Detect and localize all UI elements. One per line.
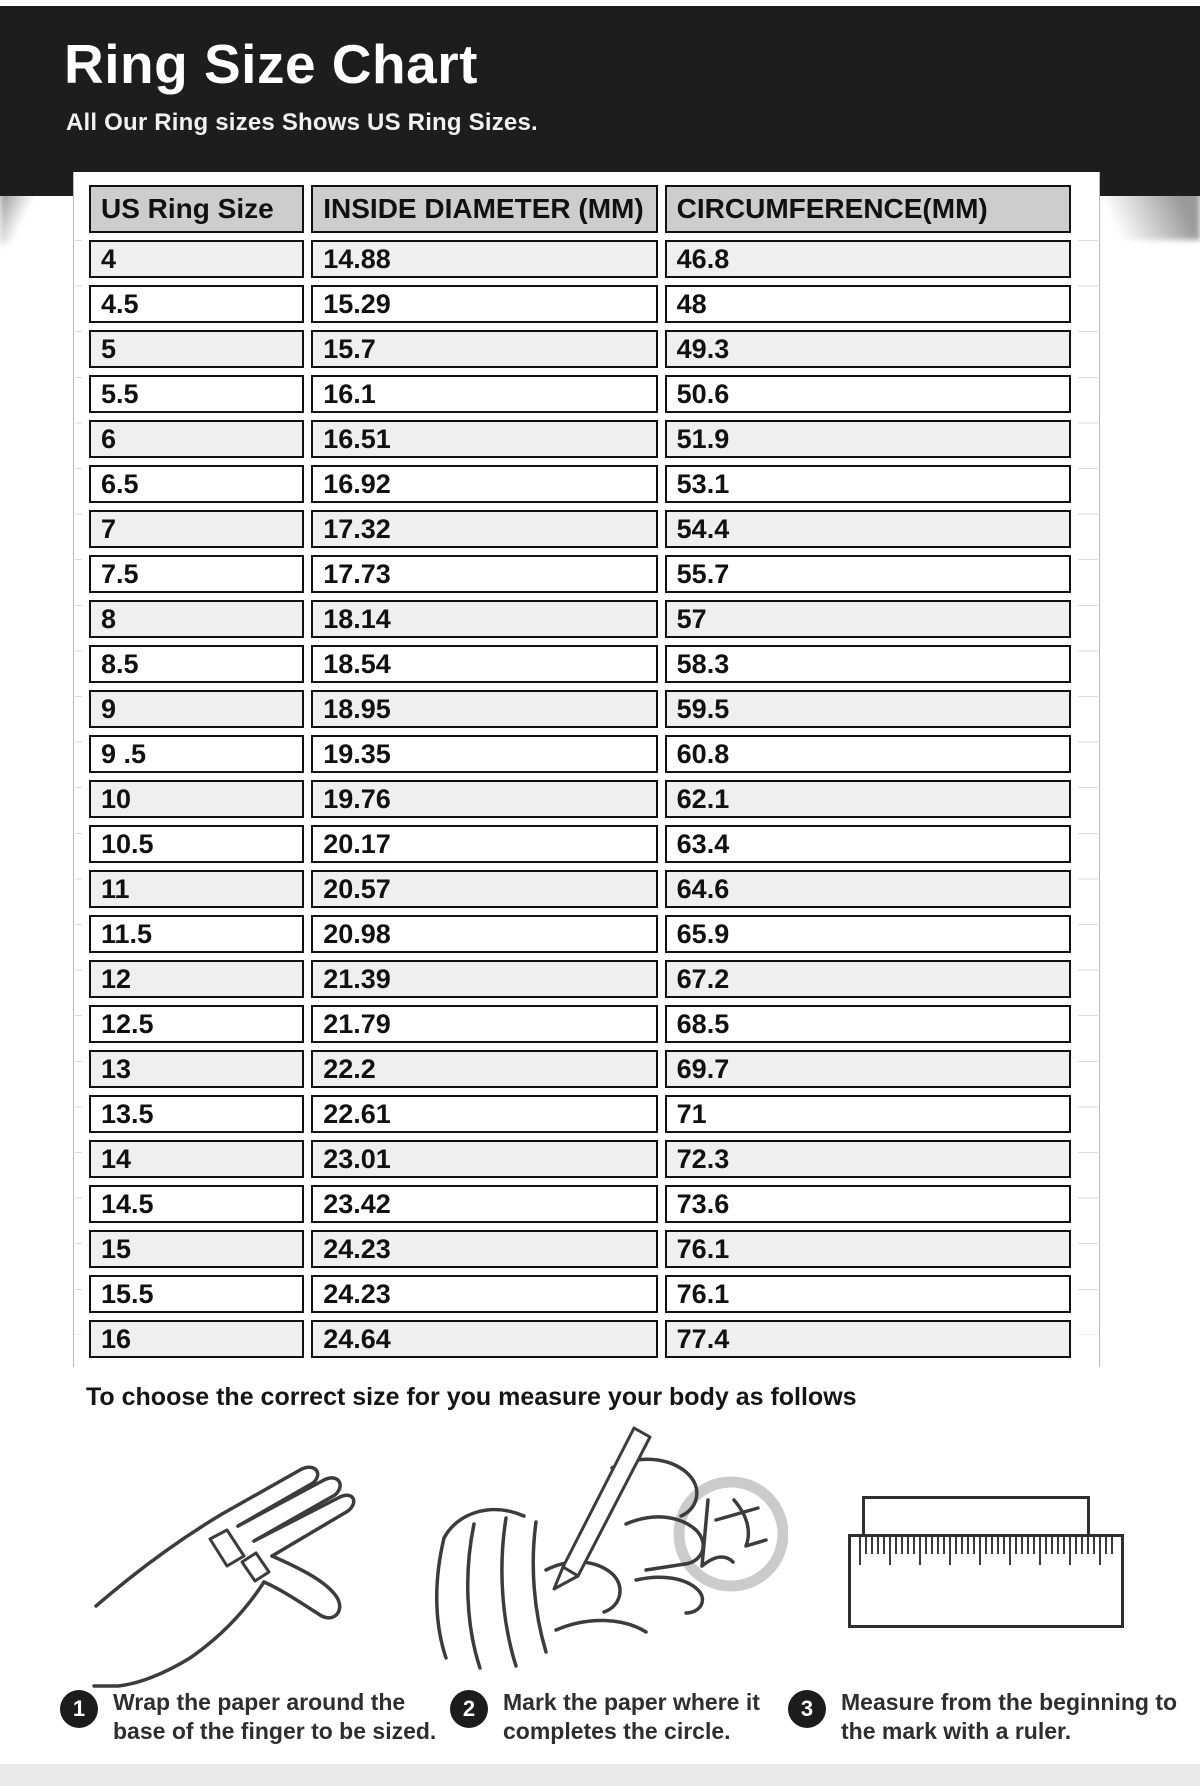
- table-cell: 23.42: [311, 1185, 657, 1223]
- table-cell: 16.51: [311, 420, 657, 458]
- table-cell: 50.6: [665, 375, 1071, 413]
- table-row: [89, 555, 1071, 593]
- table-cell: 16.92: [311, 465, 657, 503]
- ruler-major-ticks: [859, 1537, 1113, 1565]
- illustrations-row: [0, 1418, 1200, 1686]
- table-cell: 8.5: [89, 645, 304, 683]
- step-1: [60, 1688, 460, 1747]
- table-cell: 77.4: [665, 1320, 1071, 1358]
- table-row: [89, 285, 1071, 323]
- table-cell: 68.5: [665, 1005, 1071, 1043]
- table-row: [89, 600, 1071, 638]
- ring-size-table-body: [89, 240, 1071, 1358]
- table-cell: 51.9: [665, 420, 1071, 458]
- table-cell: 22.61: [311, 1095, 657, 1133]
- page: [0, 6, 1200, 1786]
- table-row: [89, 240, 1071, 278]
- table-cell: 5: [89, 330, 304, 368]
- table-cell: 8: [89, 600, 304, 638]
- column-header-circumference: CIRCUMFERENCE(MM): [665, 185, 1071, 233]
- table-cell: 19.76: [311, 780, 657, 818]
- table-cell: 9 .5: [89, 735, 304, 773]
- table-cell: 54.4: [665, 510, 1071, 548]
- table-cell: 76.1: [665, 1230, 1071, 1268]
- table-cell: 5.5: [89, 375, 304, 413]
- table-cell: 21.39: [311, 960, 657, 998]
- table-row: [89, 780, 1071, 818]
- step-2-badge: 2: [450, 1690, 488, 1728]
- table-cell: 6: [89, 420, 304, 458]
- table-row: [89, 1005, 1071, 1043]
- table-cell: 23.01: [311, 1140, 657, 1178]
- table-cell: 15.29: [311, 285, 657, 323]
- column-header-inside-diameter: INSIDE DIAMETER (MM): [311, 185, 657, 233]
- table-cell: 24.23: [311, 1275, 657, 1313]
- table-row: [89, 690, 1071, 728]
- magnifier-circle: [679, 1482, 783, 1586]
- table-cell: 64.6: [665, 870, 1071, 908]
- table-row: [89, 1230, 1071, 1268]
- steps-row: [0, 1688, 1200, 1768]
- table-cell: 18.54: [311, 645, 657, 683]
- table-row: [89, 1320, 1071, 1358]
- table-cell: 24.23: [311, 1230, 657, 1268]
- table-cell: 19.35: [311, 735, 657, 773]
- table-row: [89, 1050, 1071, 1088]
- table-cell: 53.1: [665, 465, 1071, 503]
- table-cell: 14.88: [311, 240, 657, 278]
- table-cell: 15: [89, 1230, 304, 1268]
- table-header: [89, 185, 1071, 233]
- table-row: [89, 420, 1071, 458]
- table-row: [89, 960, 1071, 998]
- table-cell: 11: [89, 870, 304, 908]
- table-row: [89, 825, 1071, 863]
- table-cell: 16.1: [311, 375, 657, 413]
- table-cell: 9: [89, 690, 304, 728]
- table-row: [89, 915, 1071, 953]
- table-cell: 69.7: [665, 1050, 1071, 1088]
- table-header-row: [89, 185, 1071, 233]
- table-row: [89, 1095, 1071, 1133]
- page-subtitle: All Our Ring sizes Shows US Ring Sizes.: [66, 109, 538, 136]
- column-header-us-ring-size: US Ring Size: [89, 185, 304, 233]
- table-cell: 76.1: [665, 1275, 1071, 1313]
- size-chart-sheet: [73, 172, 1100, 1367]
- step-2: [450, 1688, 780, 1747]
- table-cell: 55.7: [665, 555, 1071, 593]
- table-cell: 16: [89, 1320, 304, 1358]
- table-cell: 71: [665, 1095, 1071, 1133]
- hand-mark-pencil-illustration: [428, 1418, 788, 1683]
- table-cell: 49.3: [665, 330, 1071, 368]
- table-cell: 57: [665, 600, 1071, 638]
- table-cell: 20.17: [311, 825, 657, 863]
- table-cell: 18.95: [311, 690, 657, 728]
- step-3-badge: 3: [788, 1690, 826, 1728]
- table-cell: 22.2: [311, 1050, 657, 1088]
- table-cell: 17.73: [311, 555, 657, 593]
- table-row: [89, 330, 1071, 368]
- table-row: [89, 1275, 1071, 1313]
- step-3: [788, 1688, 1193, 1747]
- table-cell: 6.5: [89, 465, 304, 503]
- table-cell: 58.3: [665, 645, 1071, 683]
- ruler-body: [848, 1534, 1124, 1628]
- table-row: [89, 375, 1071, 413]
- table-cell: 10: [89, 780, 304, 818]
- table-cell: 48: [665, 285, 1071, 323]
- table-cell: 62.1: [665, 780, 1071, 818]
- table-cell: 59.5: [665, 690, 1071, 728]
- table-row: [89, 1185, 1071, 1223]
- hero-banner: [0, 6, 1200, 196]
- table-cell: 13: [89, 1050, 304, 1088]
- table-row: [89, 1140, 1071, 1178]
- paper-strip: [862, 1496, 1090, 1538]
- table-cell: 15.5: [89, 1275, 304, 1313]
- table-cell: 14.5: [89, 1185, 304, 1223]
- step-1-text: Wrap the paper around the base of the finger to be sized.: [113, 1689, 437, 1745]
- table-cell: 72.3: [665, 1140, 1071, 1178]
- table-cell: 15.7: [311, 330, 657, 368]
- table-cell: 46.8: [665, 240, 1071, 278]
- table-cell: 7.5: [89, 555, 304, 593]
- table-cell: 73.6: [665, 1185, 1071, 1223]
- table-cell: 67.2: [665, 960, 1071, 998]
- step-3-text: Measure from the beginning to the mark with a ruler.: [841, 1689, 1178, 1745]
- table-cell: 14: [89, 1140, 304, 1178]
- table-cell: 21.79: [311, 1005, 657, 1043]
- ring-size-table: [82, 178, 1078, 1365]
- table-cell: 11.5: [89, 915, 304, 953]
- table-cell: 17.32: [311, 510, 657, 548]
- table-row: [89, 645, 1071, 683]
- measure-instructions-heading: To choose the correct size for you measure your body as follows: [86, 1383, 857, 1411]
- table-row: [89, 870, 1071, 908]
- table-cell: 63.4: [665, 825, 1071, 863]
- step-2-text: Mark the paper where it completes the circle.: [503, 1689, 760, 1745]
- table-cell: 4: [89, 240, 304, 278]
- table-cell: 60.8: [665, 735, 1071, 773]
- hand-wrap-paper-illustration: [90, 1444, 410, 1694]
- table-row: [89, 510, 1071, 548]
- table-cell: 18.14: [311, 600, 657, 638]
- ruler-with-paper-illustration: [848, 1496, 1124, 1632]
- step-1-badge: 1: [60, 1690, 98, 1728]
- table-row: [89, 735, 1071, 773]
- page-title: Ring Size Chart: [64, 33, 478, 95]
- table-cell: 24.64: [311, 1320, 657, 1358]
- table-cell: 12.5: [89, 1005, 304, 1043]
- bottom-strip: [0, 1764, 1200, 1786]
- table-cell: 12: [89, 960, 304, 998]
- table-cell: 13.5: [89, 1095, 304, 1133]
- table-cell: 20.57: [311, 870, 657, 908]
- table-cell: 7: [89, 510, 304, 548]
- table-cell: 20.98: [311, 915, 657, 953]
- table-row: [89, 465, 1071, 503]
- table-cell: 4.5: [89, 285, 304, 323]
- table-cell: 65.9: [665, 915, 1071, 953]
- table-cell: 10.5: [89, 825, 304, 863]
